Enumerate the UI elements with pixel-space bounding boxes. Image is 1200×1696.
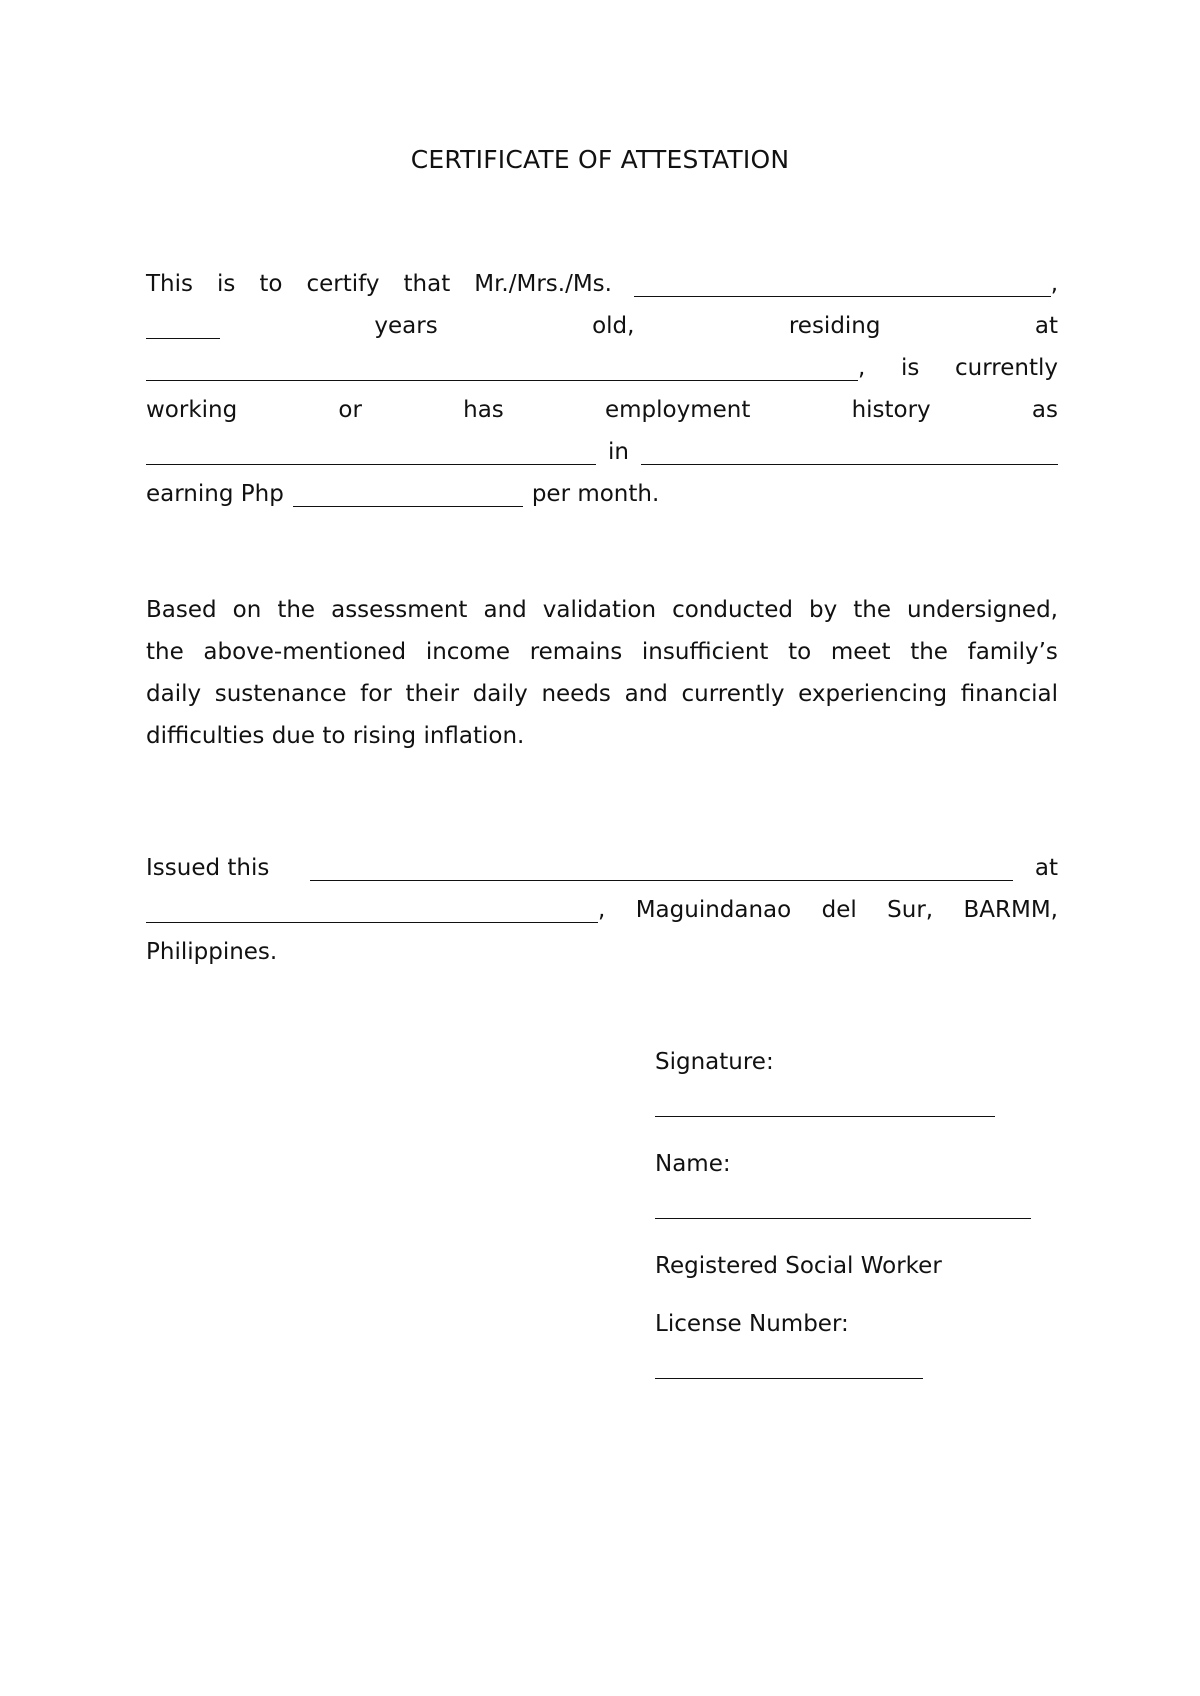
intro-word: to (259, 271, 283, 297)
intro-word: at (1034, 313, 1058, 339)
document-title: CERTIFICATE OF ATTESTATION (410, 145, 790, 174)
word: difficulties due to rising inflation. (146, 723, 525, 749)
word: and (483, 597, 527, 623)
date-blank[interactable] (310, 858, 1013, 881)
word: del (821, 897, 857, 923)
word: Maguindanao (635, 897, 792, 923)
word: remains (529, 639, 623, 665)
word: experiencing (798, 681, 948, 707)
issued-line-1 (146, 839, 1058, 881)
word: their (405, 681, 460, 707)
intro-word: is (900, 355, 920, 381)
comma: , (1050, 271, 1058, 297)
issued-line-3 (146, 923, 1058, 965)
intro-line-6 (146, 465, 1058, 507)
intro-word: or (338, 397, 362, 423)
comma: , (598, 897, 606, 923)
intro-word: currently (955, 355, 1058, 381)
word: and (624, 681, 668, 707)
word: on (232, 597, 262, 623)
intro-word: employment (604, 397, 751, 423)
word: the (853, 597, 891, 623)
intro-line-2 (146, 297, 1058, 339)
issued-line-2 (146, 881, 1058, 923)
intro-word: that (403, 271, 451, 297)
word: the (146, 639, 184, 665)
intro-word: Mr./Mrs./Ms. (474, 271, 612, 297)
assessment-line (146, 581, 1058, 623)
signature-line[interactable] (655, 1116, 995, 1117)
intro-word: working (146, 397, 238, 423)
income-blank[interactable] (293, 484, 523, 507)
word: Sur, (887, 897, 934, 923)
intro-word: certify (306, 271, 380, 297)
intro-word: has (463, 397, 504, 423)
intro-line-5 (146, 423, 1058, 465)
word: family’s (967, 639, 1058, 665)
intro-line-4 (146, 381, 1058, 423)
comma: , (858, 355, 866, 381)
place-blank[interactable] (146, 900, 598, 923)
word: Philippines. (146, 939, 278, 965)
address-blank[interactable] (146, 358, 858, 381)
assessment-line (146, 623, 1058, 665)
assessment-line (146, 707, 1058, 749)
word: insufficient (641, 639, 769, 665)
word: the (910, 639, 948, 665)
intro-word: in (608, 439, 629, 465)
word: daily (146, 681, 202, 707)
age-blank[interactable] (146, 316, 220, 339)
intro-line-1 (146, 255, 1058, 297)
name-blank[interactable] (634, 274, 1051, 297)
word: meet (830, 639, 891, 665)
intro-word: years (374, 313, 438, 339)
intro-word: as (1031, 397, 1058, 423)
word: daily (472, 681, 528, 707)
word: conducted (672, 597, 793, 623)
word: the (277, 597, 316, 623)
word: Based (146, 597, 217, 623)
word: assessment (331, 597, 468, 623)
issued-start: Issued this (146, 855, 270, 881)
name-line[interactable] (655, 1218, 1031, 1219)
position-blank[interactable] (146, 442, 596, 465)
employer-blank[interactable] (641, 442, 1058, 465)
assessment-paragraph (146, 581, 1058, 749)
intro-word: old, (592, 313, 635, 339)
word: for (360, 681, 392, 707)
word: BARMM, (963, 897, 1058, 923)
intro-word: history (851, 397, 931, 423)
word: validation (542, 597, 657, 623)
word: income (425, 639, 511, 665)
intro-word: residing (788, 313, 881, 339)
word: undersigned, (907, 597, 1058, 623)
intro-word: per month. (531, 481, 660, 507)
license-label: License Number: (655, 1311, 849, 1337)
intro-line-3 (146, 339, 1058, 381)
word: currently (681, 681, 785, 707)
word: to (788, 639, 812, 665)
word: needs (541, 681, 611, 707)
word: by (808, 597, 838, 623)
word: above-mentioned (203, 639, 407, 665)
word: sustenance (214, 681, 347, 707)
intro-word: This (146, 271, 193, 297)
issued-end: at (1034, 855, 1058, 881)
signature-label: Signature: (655, 1049, 774, 1075)
intro-word: earning Php (146, 481, 284, 507)
word: financial (960, 681, 1058, 707)
position-label: Registered Social Worker (655, 1253, 942, 1279)
assessment-line (146, 665, 1058, 707)
name-label: Name: (655, 1151, 731, 1177)
license-line[interactable] (655, 1378, 923, 1379)
intro-word: is (217, 271, 236, 297)
